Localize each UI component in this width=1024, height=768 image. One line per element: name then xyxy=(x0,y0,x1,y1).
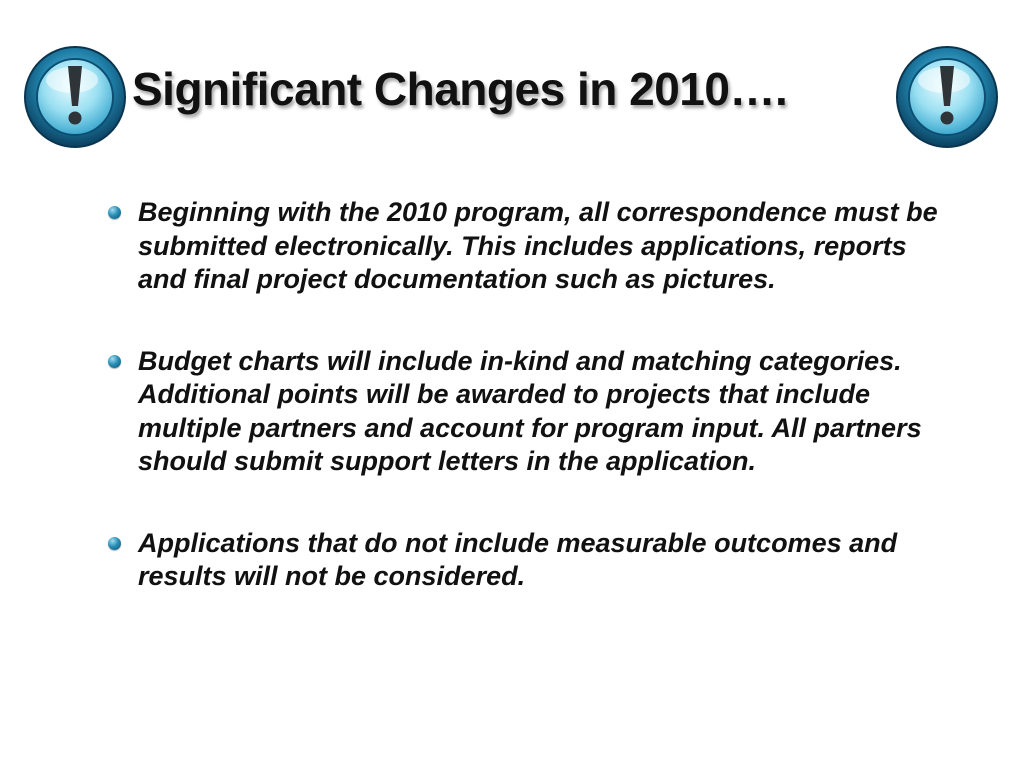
bullet-text: Beginning with the 2010 program, all correspondence must be submitted electronically. This includes applications, reports and final project documentation such as pictures. xyxy=(138,197,938,294)
bullet-list xyxy=(104,196,944,642)
bullet-dot-icon xyxy=(108,355,121,368)
bullet-item xyxy=(104,345,944,479)
exclamation-icon xyxy=(22,44,128,150)
bullet-dot-icon xyxy=(108,537,121,550)
slide-title: Significant Changes in 2010…. xyxy=(132,63,788,115)
bullet-text: Applications that do not include measurable outcomes and results will not be considered. xyxy=(138,527,898,591)
bullet-text: Budget charts will include in-kind and matching categories. Additional points will be awarded to projects that include multiple partners and account for program input. All partners should submit support letters in the application. xyxy=(138,345,922,476)
bullet-item xyxy=(104,196,944,297)
bullet-item xyxy=(104,527,944,594)
exclamation-icon xyxy=(894,44,1000,150)
bullet-dot-icon xyxy=(108,206,121,219)
